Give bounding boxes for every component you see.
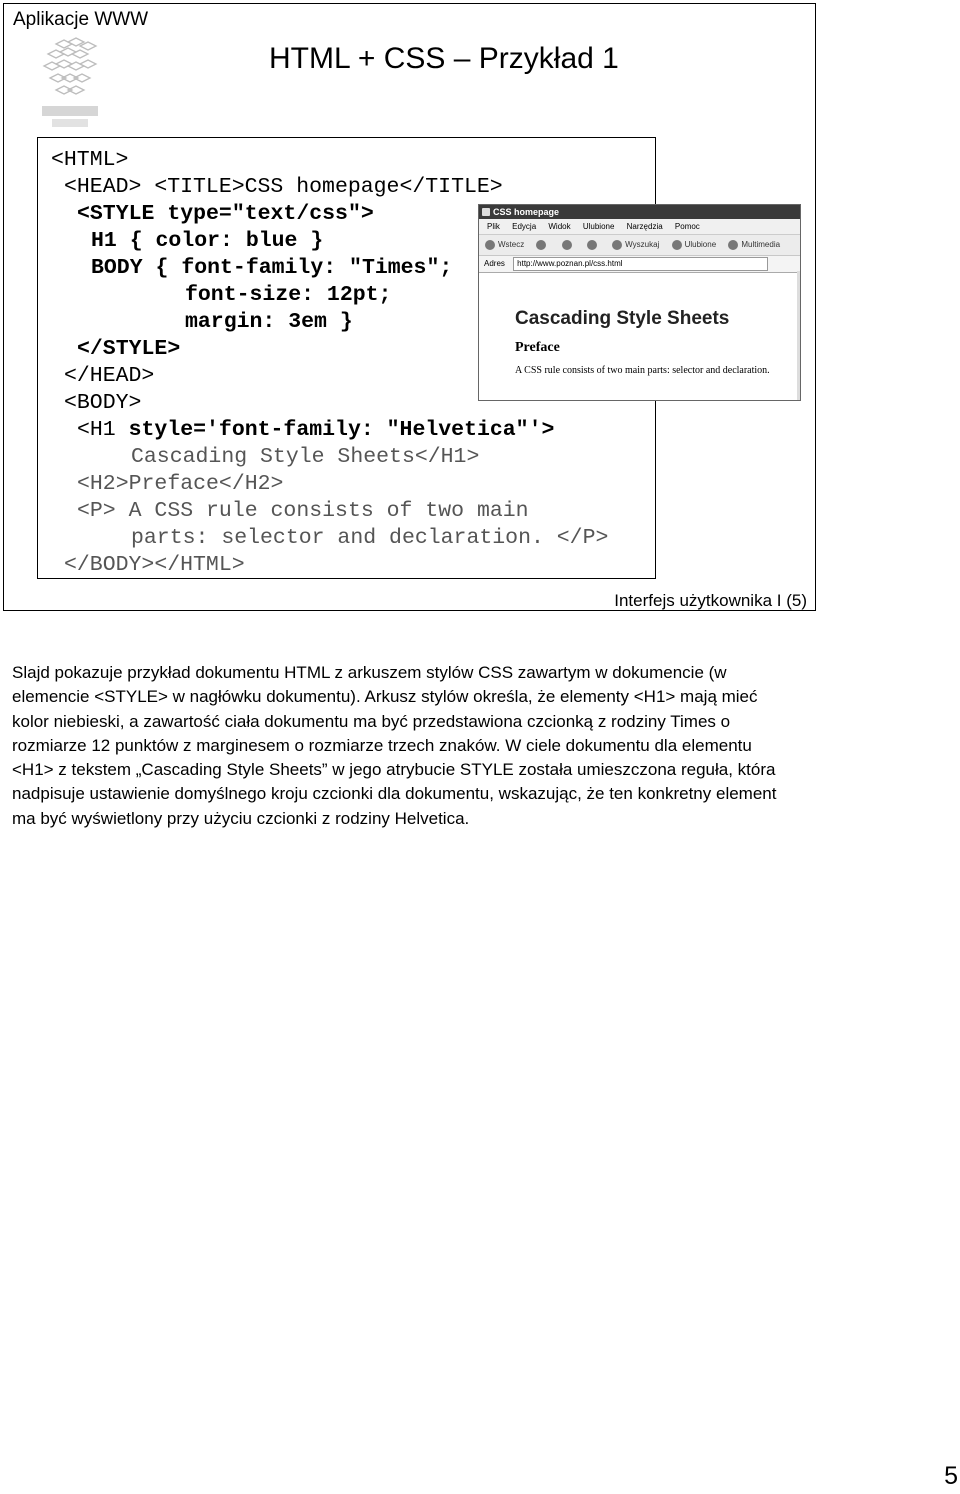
address-label: Adres xyxy=(484,259,505,268)
page-heading: Cascading Style Sheets xyxy=(515,308,730,329)
code-line: margin: 3em } xyxy=(185,310,353,334)
code-line: <HTML> xyxy=(51,148,129,172)
menu-item-file[interactable]: Plik xyxy=(487,222,500,231)
code-line: <BODY> xyxy=(64,391,142,415)
browser-scrollbar[interactable] xyxy=(797,271,800,401)
browser-page xyxy=(479,308,800,376)
menu-item-tools[interactable]: Narzędzia xyxy=(626,222,663,231)
slide-title: HTML + CSS – Przykład 1 xyxy=(269,42,619,75)
browser-app-icon xyxy=(482,208,490,216)
back-arrow-icon xyxy=(485,240,495,250)
stop-icon xyxy=(562,240,572,250)
media-icon xyxy=(728,240,738,250)
refresh-icon xyxy=(587,240,597,250)
forward-arrow-icon xyxy=(536,240,546,250)
stop-button[interactable] xyxy=(562,240,575,249)
star-icon xyxy=(672,240,682,250)
page-paragraph: A CSS rule consists of two main parts: selector and declaration. xyxy=(515,365,770,376)
menu-item-edit[interactable]: Edycja xyxy=(512,222,537,231)
code-line: <HEAD> <TITLE>CSS homepage</TITLE> xyxy=(64,175,503,199)
code-line: <H2>Preface</H2> xyxy=(77,472,284,496)
search-button[interactable]: Wyszukaj xyxy=(612,240,659,249)
back-button[interactable]: Wstecz xyxy=(485,240,524,249)
code-line: </BODY></HTML> xyxy=(64,553,245,577)
browser-menubar xyxy=(479,219,800,235)
forward-button[interactable] xyxy=(536,240,549,249)
code-line: <P> A CSS rule consists of two main xyxy=(77,499,529,523)
browser-titlebar xyxy=(479,205,800,219)
slide-description: Slajd pokazuje przykład dokumentu HTML z arkuszem stylów CSS zawartym w dokumencie (w elemencie <STYLE> w nagłówku dokumentu). Arkusz stylów określa, że elementy <H1> mają mieć kolor niebieski, a zawartość ciała dokumentu ma być przedstawiona czcionką z rodziny Times o rozmiarze 12 punktów z marginesem o rozmiarze trzech znaków. W ciele dokumentu dla elementu <H1> z tekstem „Cascading Style Sheets” w jego atrybucie STYLE została umieszczona reguła, która nadpisuje ustawienie domyślnego kroju czcionki dla dokumentu, wskazując, że ten konkretny element ma być wyświetlony przy użyciu czcionki z rodziny Helvetica. xyxy=(12,663,777,828)
media-button[interactable]: Multimedia xyxy=(728,240,780,249)
refresh-button[interactable] xyxy=(587,240,600,249)
browser-toolbar xyxy=(479,235,800,256)
slide-header: Aplikacje WWW xyxy=(13,9,149,30)
code-line: H1 { color: blue } xyxy=(91,229,324,253)
code-line: </HEAD> xyxy=(64,364,155,388)
code-line: <STYLE type="text/css"> xyxy=(77,202,374,226)
menu-item-help[interactable]: Pomoc xyxy=(674,222,700,231)
browser-screenshot xyxy=(478,204,801,401)
code-line: <H1 style='font-family: "Helvetica"'> xyxy=(77,418,555,442)
search-icon xyxy=(612,240,622,250)
uczelnia-online-logo xyxy=(38,34,102,132)
code-line: </STYLE> xyxy=(77,337,181,361)
code-line: parts: selector and declaration. </P> xyxy=(131,526,609,550)
page-number: 5 xyxy=(944,1462,958,1490)
code-line: font-size: 12pt; xyxy=(185,283,392,307)
menu-item-view[interactable]: Widok xyxy=(548,222,571,231)
code-line: BODY { font-family: "Times"; xyxy=(91,256,453,280)
favorites-button[interactable]: Ulubione xyxy=(672,240,717,249)
page-subheading: Preface xyxy=(515,340,560,355)
slide xyxy=(3,3,816,611)
code-line: Cascading Style Sheets</H1> xyxy=(131,445,480,469)
menu-item-favorites[interactable]: Ulubione xyxy=(582,222,615,231)
slide-footer: Interfejs użytkownika I (5) xyxy=(614,591,807,610)
browser-title: CSS homepage xyxy=(493,207,560,217)
browser-address-bar xyxy=(479,256,800,273)
address-input[interactable]: http://www.poznan.pl/css.html xyxy=(513,257,768,271)
